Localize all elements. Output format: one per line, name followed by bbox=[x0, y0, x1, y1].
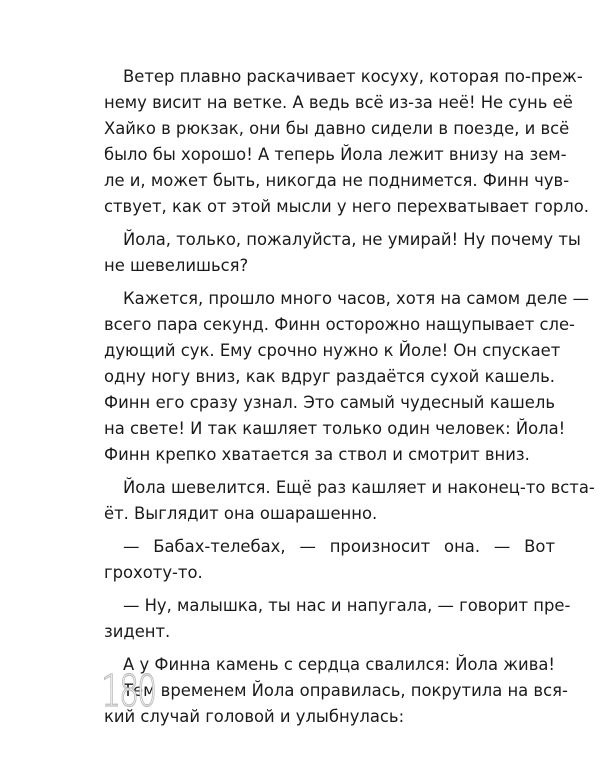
text-line: Хайко в рюкзак, они бы давно сидели в поезде, и всё bbox=[104, 119, 570, 138]
text-line: кий случай головой и улыбнулась: bbox=[104, 707, 405, 726]
text-line: дующий сук. Ему срочно нужно к Йоле! Он спускает bbox=[104, 341, 561, 360]
text-line: Йола шевелится. Ещё раз кашляет и наконец-то вста- bbox=[123, 478, 595, 497]
paragraph-8 bbox=[104, 678, 568, 730]
paragraph-1 bbox=[104, 64, 589, 220]
text-line: Тем временем Йола оправилась, покрутила на вся- bbox=[123, 681, 568, 700]
text-line: одну ногу вниз, как вдруг раздаётся сухой кашель. bbox=[104, 367, 555, 386]
paragraph-4 bbox=[104, 475, 595, 527]
text-line: Ветер плавно раскачивает косуху, которая по-преж- bbox=[123, 67, 583, 86]
text-line: всего пара секунд. Финн осторожно нащупывает сле- bbox=[104, 315, 575, 334]
page-number: 180 bbox=[101, 666, 155, 717]
paragraph-6 bbox=[104, 593, 571, 645]
text-line: Финн крепко хватается за ствол и смотрит вниз. bbox=[104, 445, 530, 464]
text-line: было бы хорошо! А теперь Йола лежит внизу на зем- bbox=[104, 145, 567, 164]
text-line: не шевелишься? bbox=[104, 256, 249, 275]
text-line: ле и, может быть, никогда не поднимется. Финн чув- bbox=[104, 171, 570, 190]
text-line: зидент. bbox=[104, 622, 171, 641]
paragraph-2 bbox=[104, 227, 581, 279]
text-line: ствует, как от этой мысли у него перехватывает горло. bbox=[104, 197, 589, 216]
paragraph-5 bbox=[104, 534, 555, 586]
text-line: ёт. Выглядит она ошарашенно. bbox=[104, 504, 378, 523]
paragraph-7 bbox=[104, 652, 555, 678]
text-line: А у Финна камень с сердца свалился: Йола жива! bbox=[123, 655, 555, 674]
text-line: грохоту-то. bbox=[104, 563, 203, 582]
paragraph-3 bbox=[104, 286, 589, 468]
text-line: Финн его сразу узнал. Это самый чудесный кашель bbox=[104, 393, 555, 412]
text-line: — Ну, малышка, ты нас и напугала, — говорит пре- bbox=[123, 596, 571, 615]
text-line: на свете! И так кашляет только один человек: Йола! bbox=[104, 419, 566, 438]
text-line: Кажется, прошло много часов, хотя на самом деле — bbox=[123, 289, 589, 308]
body-text bbox=[104, 64, 595, 730]
text-line: нему висит на ветке. А ведь всё из-за неё! Не сунь её bbox=[104, 93, 573, 112]
text-line: — Бабах-телебах, — произносит она. — Вот bbox=[123, 537, 555, 556]
text-line: Йола, только, пожалуйста, не умирай! Ну почему ты bbox=[123, 230, 581, 249]
